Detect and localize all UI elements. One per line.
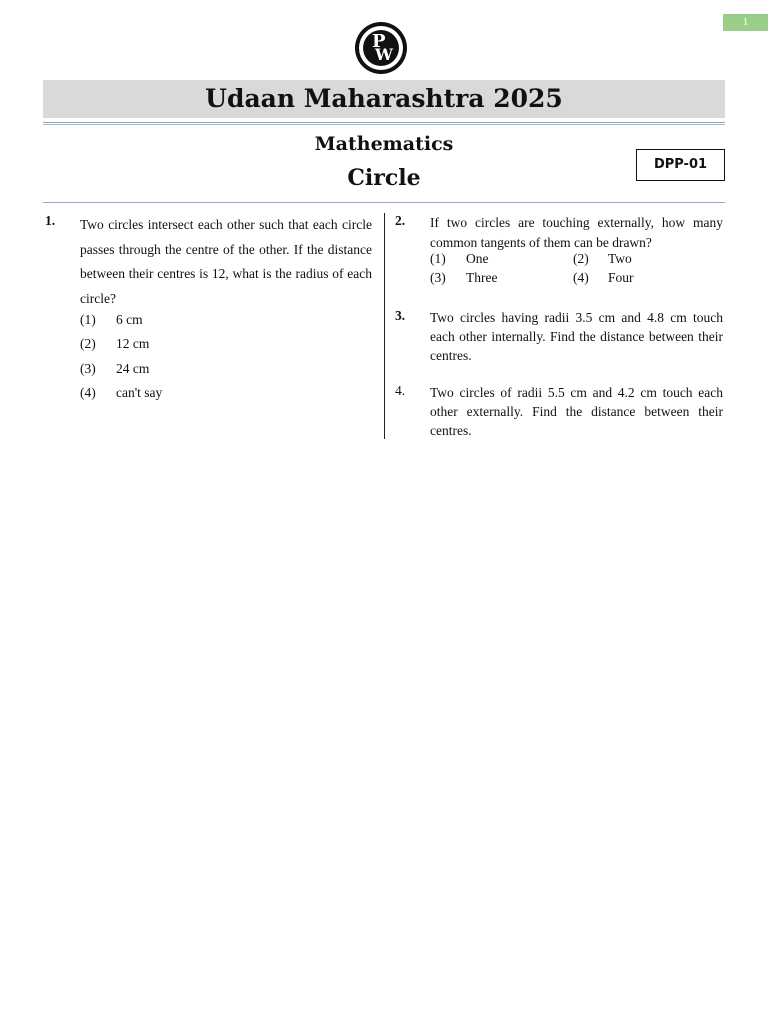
option-label: (3) bbox=[80, 361, 96, 376]
logo-letter-p: P bbox=[372, 31, 386, 52]
option-label: (1) bbox=[80, 312, 96, 327]
option-label: (3) bbox=[430, 270, 446, 285]
option-text: Four bbox=[608, 270, 634, 285]
header-rule-top-thin bbox=[43, 124, 725, 125]
option-label: (4) bbox=[80, 385, 96, 400]
page-number: 1 bbox=[723, 14, 768, 31]
option-label: (1) bbox=[430, 251, 446, 266]
question-text: Two circles having radii 3.5 cm and 4.8 cm touch each other internally. Find the distance between their centres. bbox=[430, 310, 723, 364]
logo-core bbox=[363, 30, 399, 66]
option-label: (2) bbox=[573, 251, 589, 266]
logo-letter-w: W bbox=[375, 45, 393, 64]
option-label: (2) bbox=[80, 336, 96, 351]
question-number: 1. bbox=[45, 213, 56, 228]
question-text: Two circles of radii 5.5 cm and 4.2 cm touch each other externally. Find the distance between their centres. bbox=[430, 385, 723, 439]
option-text: One bbox=[466, 251, 489, 266]
subject-heading: Mathematics bbox=[314, 133, 454, 155]
question-number: 2. bbox=[395, 213, 406, 228]
page-title: Udaan Maharashtra 2025 bbox=[205, 84, 563, 113]
option-text: can't say bbox=[116, 385, 163, 400]
option-text: 24 cm bbox=[116, 361, 150, 376]
question-text: Two circles intersect each other such that each circle passes through the centre of the other. If the distance between their centres is 12, what is the radius of each circle? bbox=[80, 217, 372, 307]
question-text: If two circles are touching externally, how many common tangents of them can be drawn? bbox=[430, 215, 723, 250]
header-rule-bottom bbox=[43, 202, 725, 203]
option-text: Three bbox=[466, 270, 498, 285]
dpp-badge: DPP-01 bbox=[636, 149, 725, 181]
question-number: 4. bbox=[395, 383, 406, 398]
pw-logo bbox=[355, 22, 407, 74]
question-number: 3. bbox=[395, 308, 406, 323]
chapter-heading: Circle bbox=[347, 165, 421, 191]
option-text: 12 cm bbox=[116, 336, 150, 351]
column-divider bbox=[384, 213, 385, 439]
option-text: 6 cm bbox=[116, 312, 143, 327]
option-text: Two bbox=[608, 251, 632, 266]
header-rule-top bbox=[43, 122, 725, 123]
option-label: (4) bbox=[573, 270, 589, 285]
title-bar bbox=[43, 80, 725, 118]
